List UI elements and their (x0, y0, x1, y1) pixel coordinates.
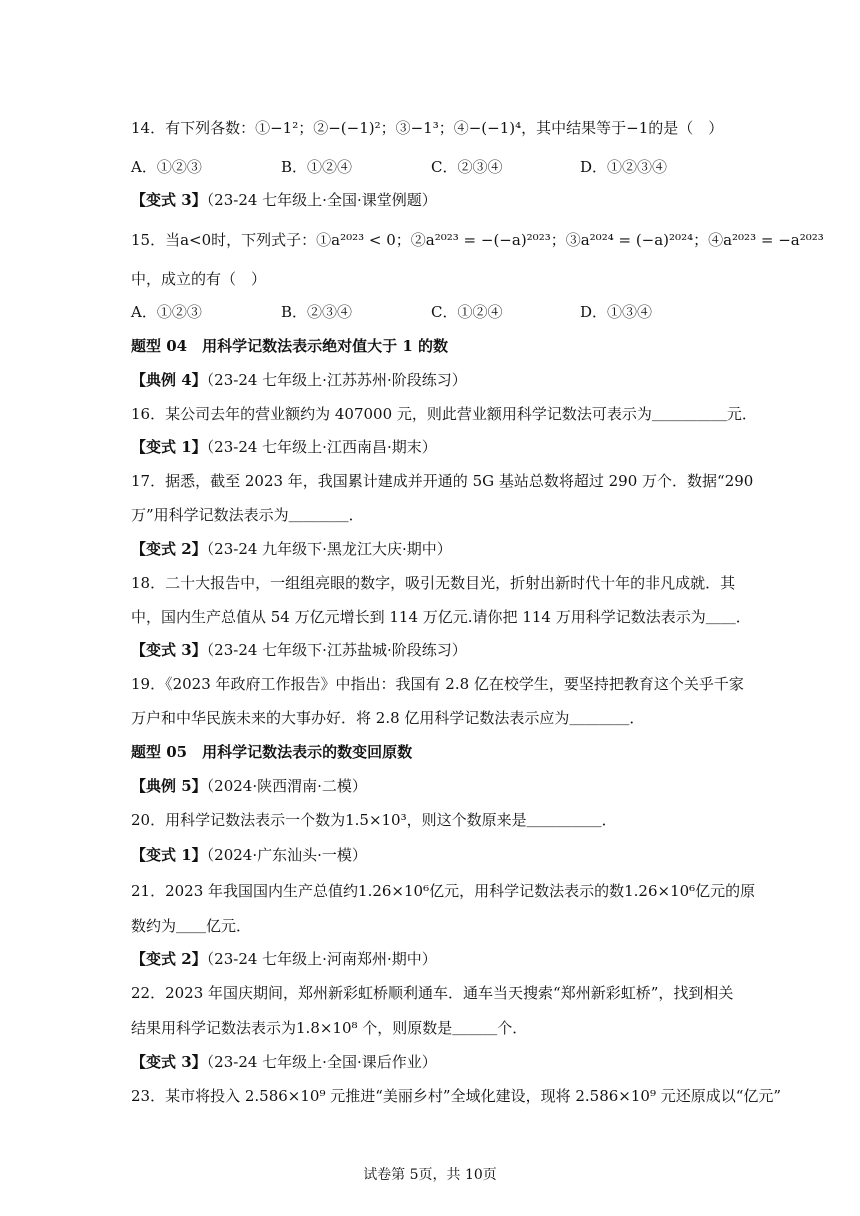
option-c: C．②③④ (431, 158, 503, 176)
example-source: （2024·陕西渭南·二模） (206, 777, 367, 795)
variant-label: 【变式 2】 (131, 540, 207, 558)
question-21-line-1: 21．2023 年我国国内生产总值约1.26×10⁶亿元，用科学记数法表示的数1.26×10⁶亿元的原 (131, 882, 756, 900)
example-5-heading (131, 776, 367, 796)
question-14: 14．有下列各数：①−1²；②−(−1)²；③−1³；④−(−1)⁴，其中结果等于−1的是（ ） (131, 119, 724, 137)
section-heading-type-04: 题型 04 用科学记数法表示绝对值大于 1 的数 (131, 337, 448, 355)
option-c: C．①②④ (431, 303, 503, 321)
question-17-line-1: 17．据悉，截至 2023 年，我国累计建成并开通的 5G 基站总数将超过 290 万个．数据“290 (131, 472, 754, 490)
variant-3-heading (131, 190, 437, 210)
variant-label: 【变式 3】 (131, 641, 207, 659)
variant-label: 【变式 2】 (131, 950, 207, 968)
variant-source: （23-24 七年级上·江西南昌·期末） (206, 438, 437, 456)
variant-source: （23-24 九年级下·黑龙江大庆·期中） (206, 540, 452, 558)
variant-source: （23-24 七年级上·河南郑州·期中） (206, 950, 437, 968)
question-22-line-2: 结果用科学记数法表示为1.8×10⁸ 个，则原数是＿＿＿个． (131, 1019, 528, 1037)
variant-source: （23-24 七年级上·全国·课后作业） (206, 1053, 437, 1071)
variant-3-heading (131, 1052, 437, 1072)
variant-label: 【变式 1】 (131, 438, 207, 456)
option-a: A．①②③ (131, 303, 202, 321)
variant-label: 【变式 1】 (131, 846, 207, 864)
variant-1-heading (131, 845, 367, 865)
question-19-line-2: 万户和中华民族未来的大事办好．将 2.8 亿用科学记数法表示应为＿＿＿＿． (131, 709, 645, 727)
example-label: 【典例 5】 (131, 777, 207, 795)
variant-source: （23-24 七年级上·全国·课堂例题） (206, 191, 437, 209)
variant-source: （2024·广东汕头·一模） (206, 846, 367, 864)
page-footer: 试卷第 5页，共 10页 (363, 1167, 497, 1183)
section-heading-type-05: 题型 05 用科学记数法表示的数变回原数 (131, 743, 413, 761)
option-b: B．①②④ (281, 158, 353, 176)
option-b: B．②③④ (281, 303, 353, 321)
example-label: 【典例 4】 (131, 371, 207, 389)
question-20: 20．用科学记数法表示一个数为1.5×10³，则这个数原来是＿＿＿＿＿． (131, 811, 617, 829)
option-a: A．①②③ (131, 158, 202, 176)
question-15-line-1: 15．当a<0时，下列式子：①a²⁰²³ < 0；②a²⁰²³ = −(−a)²⁰²³；③a²⁰²⁴ = (−a)²⁰²⁴；④a²⁰²³ = −a²⁰²³ (131, 231, 824, 249)
question-18-line-1: 18．二十大报告中，一组组亮眼的数字，吸引无数目光，折射出新时代十年的非凡成就．其 (131, 574, 736, 592)
variant-2-heading (131, 539, 452, 559)
variant-source: （23-24 七年级下·江苏盐城·阶段练习） (206, 641, 467, 659)
option-d: D．①②③④ (580, 158, 668, 176)
option-d: D．①③④ (580, 303, 653, 321)
question-19-line-1: 19．《2023 年政府工作报告》中指出：我国有 2.8 亿在校学生，要坚持把教育这个关乎千家 (131, 675, 744, 693)
variant-2-heading (131, 949, 437, 969)
question-16: 16．某公司去年的营业额约为 407000 元，则此营业额用科学记数法可表示为＿＿＿＿＿元． (131, 405, 757, 423)
variant-label: 【变式 3】 (131, 1053, 207, 1071)
question-17-line-2: 万”用科学记数法表示为＿＿＿＿． (131, 506, 364, 524)
question-21-line-2: 数约为＿＿亿元． (131, 917, 252, 935)
variant-label: 【变式 3】 (131, 191, 207, 209)
example-source: （23-24 七年级上·江苏苏州·阶段练习） (206, 371, 467, 389)
question-18-line-2: 中，国内生产总值从 54 万亿元增长到 114 万亿元.请你把 114 万用科学记数法表示为＿＿． (131, 608, 751, 626)
variant-1-heading (131, 437, 437, 457)
variant-3-heading (131, 640, 467, 660)
question-23-line-1: 23．某市将投入 2.586×10⁹ 元推进“美丽乡村”全域化建设，现将 2.586×10⁹ 元还原成以“亿元” (131, 1087, 782, 1105)
question-15-line-2: 中，成立的有（ ） (131, 270, 267, 288)
example-4-heading (131, 370, 467, 390)
question-22-line-1: 22．2023 年国庆期间，郑州新彩虹桥顺利通车．通车当天搜索“郑州新彩虹桥”，找到相关 (131, 984, 734, 1002)
